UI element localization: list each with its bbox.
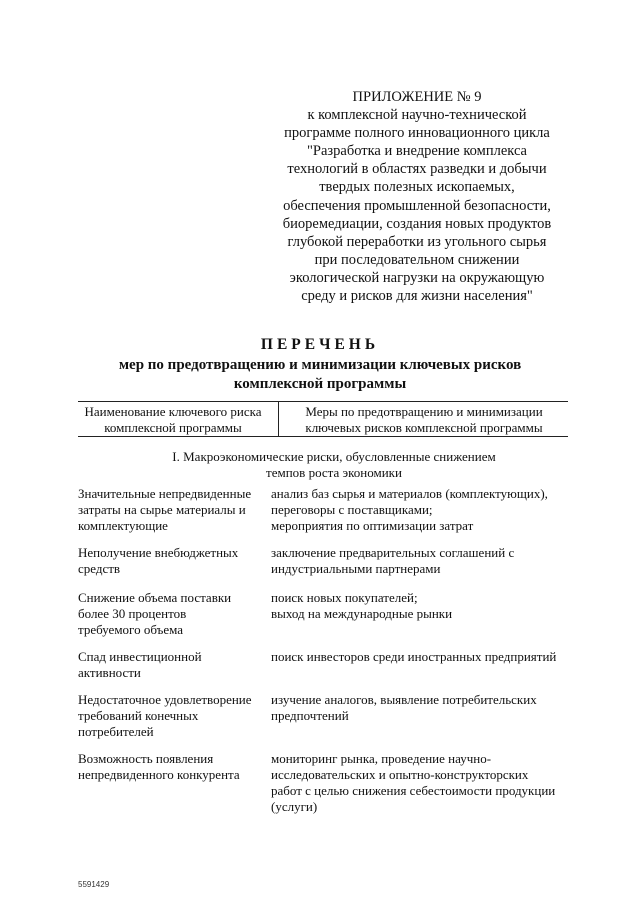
header-measures bbox=[278, 402, 569, 436]
appendix-line: программе полного инновационного цикла bbox=[284, 125, 550, 142]
risk-cell bbox=[78, 692, 263, 740]
measure-line: индустриальными партнерами bbox=[271, 561, 441, 576]
risk-line: комплектующие bbox=[78, 518, 168, 533]
header-risk-name bbox=[78, 404, 268, 435]
risk-cell bbox=[78, 545, 263, 577]
measure-cell bbox=[271, 590, 581, 622]
measure-line: работ с целью снижения себестоимости продукции bbox=[271, 783, 556, 798]
risk-line: требований конечных bbox=[78, 708, 199, 723]
appendix-line: ПРИЛОЖЕНИЕ № 9 bbox=[352, 89, 482, 105]
measure-line: поиск инвесторов среди иностранных предприятий bbox=[271, 649, 557, 664]
measure-line: мониторинг рынка, проведение научно- bbox=[271, 751, 492, 766]
document-code: 5591429 bbox=[78, 880, 110, 889]
risk-cell bbox=[78, 649, 263, 681]
risk-line: требуемого объема bbox=[78, 622, 184, 637]
risk-cell bbox=[78, 590, 263, 638]
measure-line: (услуги) bbox=[271, 799, 318, 814]
measure-line: поиск новых покупателей; bbox=[271, 590, 418, 605]
appendix-block bbox=[262, 88, 572, 305]
measure-cell bbox=[271, 692, 581, 724]
appendix-line: обеспечения промышленной безопасности, bbox=[283, 197, 551, 214]
risk-line: Недостаточное удовлетворение bbox=[78, 692, 252, 707]
measure-cell bbox=[271, 545, 581, 577]
risk-line: Возможность появления bbox=[78, 751, 214, 766]
section-heading bbox=[140, 449, 528, 481]
header-line: Наименование ключевого риска bbox=[84, 404, 262, 419]
appendix-line: глубокой переработки из угольного сырья bbox=[287, 233, 547, 250]
risk-line: Значительные непредвиденные bbox=[78, 486, 252, 501]
appendix-line: твердых полезных ископаемых, bbox=[319, 179, 515, 196]
header-line: комплексной программы bbox=[104, 419, 242, 435]
section-line: темпов роста экономики bbox=[266, 465, 402, 480]
risk-line: Снижение объема поставки bbox=[78, 590, 232, 605]
risk-line: Неполучение внебюджетных bbox=[78, 545, 239, 560]
table-header bbox=[78, 401, 568, 437]
appendix-line: при последовательном снижении bbox=[314, 251, 520, 268]
measure-line: анализ баз сырья и материалов (комплектующих), bbox=[271, 486, 548, 501]
risk-line: Спад инвестиционной bbox=[78, 649, 202, 664]
measure-line: выход на международные рынки bbox=[271, 606, 453, 621]
appendix-line: "Разработка и внедрение комплекса bbox=[307, 143, 527, 160]
risk-line: активности bbox=[78, 665, 141, 680]
risk-line: более 30 процентов bbox=[78, 606, 187, 621]
measure-line: исследовательских и опытно-конструкторских bbox=[271, 767, 529, 782]
risk-line: непредвиденного конкурента bbox=[78, 767, 240, 782]
header-line: ключевых рисков комплексной программы bbox=[305, 419, 543, 435]
risk-cell bbox=[78, 486, 263, 534]
section-line: I. Макроэкономические риски, обусловленные снижением bbox=[172, 449, 496, 464]
measure-cell bbox=[271, 486, 581, 534]
subtitle-line: мер по предотвращению и минимизации ключевых рисков bbox=[118, 357, 522, 373]
measure-line: переговоры с поставщиками; bbox=[271, 502, 433, 517]
appendix-line: технологий в областях разведки и добычи bbox=[287, 161, 547, 178]
measure-line: изучение аналогов, выявление потребительских bbox=[271, 692, 537, 707]
subtitle-line: комплексной программы bbox=[233, 376, 407, 392]
risk-cell bbox=[78, 751, 263, 783]
risk-line: потребителей bbox=[78, 724, 154, 739]
document-title: ПЕРЕЧЕНЬ bbox=[260, 336, 380, 353]
appendix-line: среду и рисков для жизни населения" bbox=[301, 288, 533, 305]
appendix-line: биоремедиации, создания новых продуктов bbox=[282, 215, 552, 232]
measure-line: предпочтений bbox=[271, 708, 349, 723]
appendix-line: экологической нагрузки на окружающую bbox=[289, 269, 545, 286]
document-subtitle bbox=[0, 356, 640, 394]
appendix-line: к комплексной научно-технической bbox=[307, 107, 527, 124]
risk-line: затраты на сырье материалы и bbox=[78, 502, 246, 517]
measure-cell bbox=[271, 751, 581, 815]
risk-line: средств bbox=[78, 561, 121, 576]
measure-line: заключение предварительных соглашений с bbox=[271, 545, 515, 560]
header-line: Меры по предотвращению и минимизации bbox=[305, 404, 543, 419]
measure-cell bbox=[271, 649, 581, 665]
measure-line: мероприятия по оптимизации затрат bbox=[271, 518, 474, 533]
